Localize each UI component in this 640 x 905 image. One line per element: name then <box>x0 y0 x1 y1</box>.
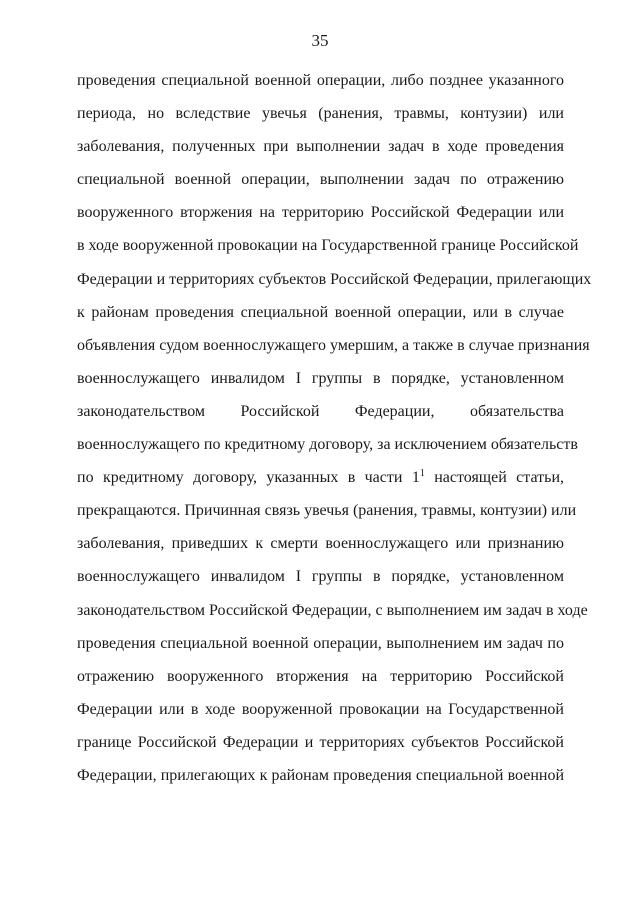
superscript-marker: 1 <box>419 468 425 480</box>
text-line: заболевания, полученных при выполнении задач в ходе проведения <box>77 138 564 156</box>
text-line: объявления судом военнослужащего умершим, а также в случае признания <box>77 336 590 354</box>
text-line: законодательством Российской Федерации, обязательства <box>77 402 564 420</box>
text-segment: настоящей статьи, <box>424 469 565 487</box>
text-line: военнослужащего инвалидом I группы в порядке, установленном <box>77 568 564 586</box>
text-line: границе Российской Федерации и территориях субъектов Российской <box>77 733 564 751</box>
text-line: в ходе вооруженной провокации на Государственной границе Российской <box>77 237 579 255</box>
text-line: проведения специальной военной операции, либо позднее указанного <box>77 72 564 89</box>
document-body <box>77 71 592 799</box>
text-line: к районам проведения специальной военной операции, или в случае <box>77 303 564 321</box>
text-line: заболевания, приведших к смерти военнослужащего или признанию <box>77 535 564 553</box>
text-segment: по кредитному договору, указанных в части 1 <box>77 469 420 487</box>
text-line: вооруженного вторжения на территорию Российской Федерации или <box>77 204 564 222</box>
text-line: Федерации и территориях субъектов Российской Федерации, прилегающих <box>77 270 592 288</box>
text-line: проведения специальной военной операции, выполнением им задач по <box>77 634 564 652</box>
text-line: Федерации или в ходе вооруженной провокации на Государственной <box>77 700 564 718</box>
text-line: специальной военной операции, выполнении задач по отражению <box>77 171 564 189</box>
text-line-with-superscript <box>77 468 564 501</box>
text-line: периода, но вследствие увечья (ранения, травмы, контузии) или <box>77 105 564 123</box>
text-line: военнослужащего по кредитному договору, за исключением обязательств <box>77 436 578 454</box>
text-line: прекращаются. Причинная связь увечья (ранения, травмы, контузии) или <box>77 502 577 520</box>
text-line: Федерации, прилегающих к районам проведения специальной военной <box>77 766 564 784</box>
page-number: 35 <box>311 31 329 50</box>
text-line: законодательством Российской Федерации, с выполнением им задач в ходе <box>77 601 588 619</box>
text-line: военнослужащего инвалидом I группы в порядке, установленном <box>77 369 564 387</box>
text-line: отражению вооруженного вторжения на территорию Российской <box>77 667 564 685</box>
